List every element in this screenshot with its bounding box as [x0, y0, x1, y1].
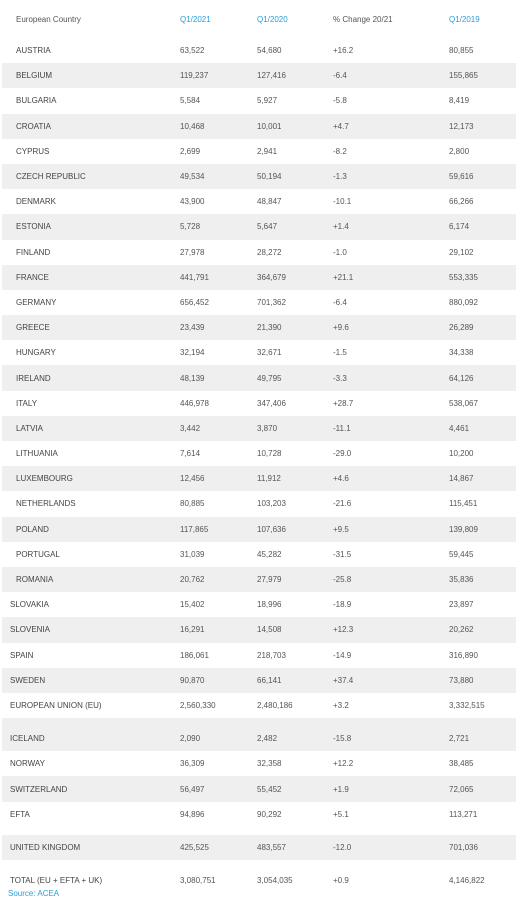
cell-q1-2021: 48,139: [180, 365, 257, 390]
cell-q1-2019: 35,836: [449, 567, 516, 592]
cell-country: POLAND: [2, 517, 180, 542]
cell-q1-2021: 2,560,330: [180, 700, 216, 710]
spacer-cell: [257, 827, 333, 835]
cell-change: +1.4: [333, 214, 449, 239]
cell-q1-2020: 32,671: [257, 348, 282, 358]
cell-country: SPAIN: [10, 650, 34, 660]
cell-country: LITHUANIA: [16, 449, 58, 459]
cell-country: SWEDEN: [2, 668, 180, 693]
cell-q1-2020: 347,406: [257, 398, 286, 408]
cell-change: +16.2: [333, 46, 354, 56]
cell-q1-2020: 45,282: [257, 549, 282, 559]
cell-country: ESTONIA: [2, 214, 180, 239]
cell-q1-2020: 5,927: [257, 96, 278, 106]
cell-q1-2020: 10,728: [257, 449, 282, 459]
cell-q1-2020: 2,480,186: [257, 700, 293, 710]
spacer-cell: [449, 827, 516, 835]
cell-q1-2020: 50,194: [257, 164, 333, 189]
cell-q1-2019: 26,289: [449, 315, 516, 340]
cell-change: -12.0: [333, 835, 449, 860]
table-row: [2, 835, 516, 860]
table-row: [2, 38, 516, 63]
cell-country: CYPRUS: [16, 146, 50, 156]
cell-change: -11.1: [333, 416, 449, 441]
spacer-cell: [333, 718, 449, 726]
cell-q1-2019: 72,065: [449, 776, 516, 801]
cell-q1-2019: 8,419: [449, 96, 470, 106]
spacer-cell: [257, 718, 333, 726]
cell-country: SWITZERLAND: [2, 776, 180, 801]
cell-change: -1.5: [333, 348, 347, 358]
table-row: [2, 214, 516, 239]
cell-q1-2020: 18,996: [257, 600, 282, 610]
cell-country: TOTAL (EU + EFTA + UK): [10, 876, 103, 886]
cell-change: -29.0: [333, 449, 352, 459]
spacer-cell: [180, 827, 257, 835]
cell-change: +0.9: [333, 876, 349, 886]
cell-q1-2021: 656,452: [180, 297, 209, 307]
cell-change: +21.1: [333, 265, 449, 290]
cell-change: +12.2: [333, 759, 354, 769]
table-row: [2, 802, 516, 827]
table-row: [2, 189, 516, 214]
table-row: [2, 88, 516, 113]
spacer-cell: [180, 860, 257, 868]
cell-change: +3.2: [333, 700, 349, 710]
section-spacer: [2, 718, 516, 726]
cell-q1-2021: 32,194: [180, 348, 205, 358]
table-row: [2, 290, 516, 315]
cell-country: SLOVENIA: [2, 617, 180, 642]
spacer-cell: [333, 827, 449, 835]
cell-q1-2021: 5,728: [180, 214, 257, 239]
cell-change: +9.5: [333, 517, 449, 542]
spacer-cell: [2, 860, 180, 868]
spacer-cell: [257, 860, 333, 868]
cell-change: +5.1: [333, 809, 349, 819]
cell-q1-2020: 28,272: [257, 247, 282, 257]
cell-q1-2019: 23,897: [449, 600, 474, 610]
table-row: [2, 63, 516, 88]
table-row: [2, 868, 516, 893]
spacer-cell: [449, 718, 516, 726]
cell-change: +12.3: [333, 617, 449, 642]
table-row: [2, 567, 516, 592]
cell-country: ICELAND: [2, 726, 180, 751]
spacer-cell: [180, 718, 257, 726]
cell-country: SLOVAKIA: [10, 600, 49, 610]
cell-country: BULGARIA: [16, 96, 57, 106]
cell-country: UNITED KINGDOM: [2, 835, 180, 860]
cell-q1-2021: 446,978: [180, 398, 209, 408]
cell-q1-2021: 23,439: [180, 315, 257, 340]
table-row: [2, 668, 516, 693]
cell-country: DENMARK: [16, 197, 57, 207]
cell-country: PORTUGAL: [16, 549, 60, 559]
cell-q1-2020: 5,647: [257, 214, 333, 239]
cell-change: -31.5: [333, 549, 352, 559]
cell-change: +28.7: [333, 398, 354, 408]
table-row: [2, 751, 516, 776]
cell-q1-2021: 27,978: [180, 247, 205, 257]
cell-q1-2019: 34,338: [449, 348, 474, 358]
table-row: [2, 441, 516, 466]
cell-q1-2019: 139,809: [449, 517, 516, 542]
header-change: % Change 20/21: [333, 14, 393, 24]
cell-country: FINLAND: [16, 247, 51, 257]
cell-q1-2019: 701,036: [449, 835, 516, 860]
cell-q1-2021: 425,525: [180, 835, 257, 860]
table-row: [2, 164, 516, 189]
cell-q1-2020: 3,870: [257, 416, 333, 441]
cell-country: CROATIA: [2, 114, 180, 139]
spacer-cell: [2, 827, 180, 835]
cell-q1-2019: 12,173: [449, 114, 516, 139]
cell-q1-2021: 7,614: [180, 449, 201, 459]
cell-q1-2019: 14,867: [449, 466, 516, 491]
cell-q1-2020: 364,679: [257, 265, 333, 290]
cell-q1-2019: 73,880: [449, 668, 516, 693]
cell-q1-2019: 880,092: [449, 297, 478, 307]
cell-country: EFTA: [10, 809, 30, 819]
cell-q1-2021: 119,237: [180, 63, 257, 88]
cell-q1-2020: 14,508: [257, 617, 333, 642]
cell-q1-2019: 59,616: [449, 164, 516, 189]
cell-change: -21.6: [333, 499, 352, 509]
header-country: European Country: [16, 14, 81, 24]
cell-change: -1.3: [333, 164, 449, 189]
spacer-cell: [333, 860, 449, 868]
cell-q1-2020: 3,054,035: [257, 876, 293, 886]
cell-change: -10.1: [333, 197, 352, 207]
cell-country: CZECH REPUBLIC: [2, 164, 180, 189]
cell-q1-2019: 10,200: [449, 449, 474, 459]
cell-country: EUROPEAN UNION (EU): [10, 700, 102, 710]
cell-q1-2020: 103,203: [257, 499, 286, 509]
cell-country: LUXEMBOURG: [2, 466, 180, 491]
table-row: [2, 315, 516, 340]
cell-q1-2020: 32,358: [257, 759, 282, 769]
cell-change: +37.4: [333, 668, 449, 693]
cell-change: -5.8: [333, 96, 347, 106]
table-row: [2, 776, 516, 801]
cell-q1-2019: 38,485: [449, 759, 474, 769]
cell-q1-2021: 5,584: [180, 96, 201, 106]
cell-q1-2021: 15,402: [180, 600, 205, 610]
cell-q1-2019: 66,266: [449, 197, 474, 207]
cell-q1-2020: 48,847: [257, 197, 282, 207]
section-spacer: [2, 827, 516, 835]
cell-q1-2020: 218,703: [257, 650, 286, 660]
spacer-cell: [449, 860, 516, 868]
cell-change: -25.8: [333, 567, 449, 592]
cell-q1-2020: 49,795: [257, 365, 333, 390]
cell-change: -18.9: [333, 600, 352, 610]
cell-change: -3.3: [333, 365, 449, 390]
table-row: [2, 416, 516, 441]
cell-q1-2021: 31,039: [180, 549, 205, 559]
cell-change: +1.9: [333, 776, 449, 801]
registrations-table: [2, 0, 516, 893]
table-row: [2, 693, 516, 718]
cell-q1-2021: 43,900: [180, 197, 205, 207]
cell-country: LATVIA: [2, 416, 180, 441]
cell-country: NORWAY: [10, 759, 45, 769]
table-row: [2, 114, 516, 139]
cell-country: AUSTRIA: [16, 46, 51, 56]
cell-q1-2019: 64,126: [449, 365, 516, 390]
table-row: [2, 592, 516, 617]
cell-q1-2020: 2,941: [257, 146, 278, 156]
cell-q1-2020: 54,680: [257, 46, 282, 56]
cell-country: HUNGARY: [16, 348, 56, 358]
cell-q1-2021: 2,699: [180, 146, 201, 156]
cell-country: IRELAND: [2, 365, 180, 390]
cell-q1-2021: 63,522: [180, 46, 205, 56]
cell-q1-2019: 20,262: [449, 617, 516, 642]
table-row: [2, 726, 516, 751]
cell-q1-2021: 117,865: [180, 517, 257, 542]
source-note: Source: ACEA: [8, 889, 60, 898]
table-header: [2, 0, 516, 38]
cell-country: FRANCE: [2, 265, 180, 290]
cell-q1-2020: 55,452: [257, 776, 333, 801]
table-row: [2, 491, 516, 516]
cell-q1-2021: 3,080,751: [180, 876, 216, 886]
table-body: [2, 38, 516, 893]
table-row: [2, 240, 516, 265]
cell-q1-2021: 94,896: [180, 809, 205, 819]
section-spacer: [2, 860, 516, 868]
cell-change: -14.9: [333, 650, 352, 660]
cell-q1-2019: 2,800: [449, 146, 470, 156]
table-row: [2, 617, 516, 642]
cell-change: +4.6: [333, 466, 449, 491]
cell-q1-2021: 16,291: [180, 617, 257, 642]
cell-change: +9.6: [333, 315, 449, 340]
cell-q1-2019: 4,461: [449, 416, 516, 441]
header-q1-2021: Q1/2021: [180, 14, 211, 24]
table-row: [2, 265, 516, 290]
cell-q1-2020: 10,001: [257, 114, 333, 139]
cell-q1-2019: 4,146,822: [449, 876, 485, 886]
cell-q1-2020: 2,482: [257, 726, 333, 751]
cell-q1-2021: 441,791: [180, 265, 257, 290]
table-row: [2, 542, 516, 567]
cell-q1-2021: 36,309: [180, 759, 205, 769]
table-row: [2, 139, 516, 164]
cell-country: ROMANIA: [2, 567, 180, 592]
cell-change: -15.8: [333, 726, 449, 751]
cell-q1-2021: 56,497: [180, 776, 257, 801]
cell-q1-2019: 316,890: [449, 650, 478, 660]
cell-q1-2020: 27,979: [257, 567, 333, 592]
cell-q1-2021: 20,762: [180, 567, 257, 592]
cell-q1-2019: 115,451: [449, 499, 478, 509]
cell-q1-2021: 186,061: [180, 650, 209, 660]
cell-q1-2020: 127,416: [257, 63, 333, 88]
cell-q1-2020: 66,141: [257, 668, 333, 693]
cell-change: -6.4: [333, 63, 449, 88]
cell-q1-2021: 12,456: [180, 466, 257, 491]
cell-q1-2019: 2,721: [449, 726, 516, 751]
cell-q1-2020: 90,292: [257, 809, 282, 819]
cell-q1-2021: 80,885: [180, 499, 205, 509]
cell-q1-2019: 29,102: [449, 247, 474, 257]
cell-q1-2019: 155,865: [449, 63, 516, 88]
header-q1-2019: Q1/2019: [449, 14, 480, 24]
cell-q1-2019: 3,332,515: [449, 700, 485, 710]
cell-q1-2020: 483,557: [257, 835, 333, 860]
spacer-cell: [2, 718, 180, 726]
table-row: [2, 340, 516, 365]
cell-q1-2020: 21,390: [257, 315, 333, 340]
cell-change: +4.7: [333, 114, 449, 139]
table-row: [2, 517, 516, 542]
cell-country: GERMANY: [16, 297, 57, 307]
cell-q1-2020: 701,362: [257, 297, 286, 307]
cell-q1-2021: 3,442: [180, 416, 257, 441]
cell-country: GREECE: [2, 315, 180, 340]
cell-q1-2019: 6,174: [449, 214, 516, 239]
cell-q1-2019: 553,335: [449, 265, 516, 290]
cell-q1-2019: 538,067: [449, 398, 478, 408]
cell-q1-2021: 10,468: [180, 114, 257, 139]
cell-q1-2021: 90,870: [180, 668, 257, 693]
cell-country: ITALY: [16, 398, 38, 408]
table-row: [2, 466, 516, 491]
cell-q1-2020: 107,636: [257, 517, 333, 542]
cell-change: -6.4: [333, 297, 347, 307]
cell-q1-2019: 59,445: [449, 549, 474, 559]
cell-change: -1.0: [333, 247, 347, 257]
table-row: [2, 365, 516, 390]
cell-q1-2019: 80,855: [449, 46, 474, 56]
table-row: [2, 643, 516, 668]
header-q1-2020: Q1/2020: [257, 14, 288, 24]
cell-country: NETHERLANDS: [16, 499, 76, 509]
table-row: [2, 391, 516, 416]
cell-change: -8.2: [333, 146, 347, 156]
cell-q1-2021: 2,090: [180, 726, 257, 751]
cell-country: BELGIUM: [2, 63, 180, 88]
cell-q1-2020: 11,912: [257, 466, 333, 491]
cell-q1-2019: 113,271: [449, 809, 478, 819]
cell-q1-2021: 49,534: [180, 164, 257, 189]
